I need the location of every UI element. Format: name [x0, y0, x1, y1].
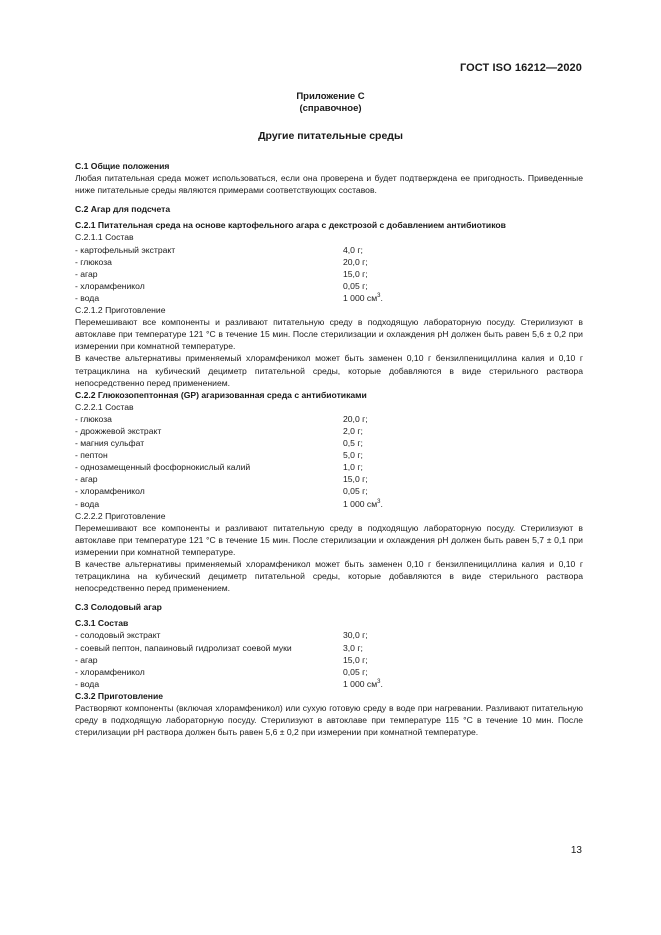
ingredient-row	[75, 629, 583, 641]
standard-code: ГОСТ ISO 16212—2020	[459, 62, 582, 74]
ingredient-amount-value: 5,0 г;	[343, 450, 363, 461]
ingredient-name: - агар	[75, 654, 98, 665]
ingredient-row	[75, 256, 583, 268]
ingredient-name: - солодовый экстракт	[75, 630, 161, 641]
ingredient-amount	[343, 268, 583, 280]
section-c31-heading: С.3.1 Состав	[75, 618, 129, 629]
ingredient-name: - магния сульфат	[75, 438, 145, 449]
ingredient-row	[75, 678, 583, 690]
ingredient-amount-value: 1,0 г;	[343, 462, 363, 473]
ingredient-row	[75, 437, 583, 449]
ingredient-amount-value: 15,0 г;	[343, 654, 368, 665]
c22-prep-paragraph-1: Перемешивают все компоненты и разливают питательную среду в подходящую лабораторную посуду. Стерилизуют в автоклаве при температуре 121 °С в течение 15 мин. После стерилизации и охлаждения pH должен быть равен 5,7 ± 0,1 при измерении при комнатной температуре.	[75, 522, 583, 557]
c21-prep-paragraph-1: Перемешивают все компоненты и разливают питательную среду в подходящую лабораторную посуду. Стерилизуют в автоклаве при температуре 121 °С в течение 15 мин. После стерилизации и охлаждения pH должен быть равен 5,6 ± 0,2 при измерении при комнатной температуре.	[75, 317, 583, 352]
ingredient-name: - хлорамфеникол	[75, 666, 145, 677]
ingredient-amount-value: 20,0 г;	[343, 413, 368, 424]
ingredient-name: - однозамещенный фосфорнокислый калий	[75, 462, 251, 473]
ingredient-amount	[343, 292, 583, 304]
ingredient-row	[75, 654, 583, 666]
list-end-punctuation: .	[380, 498, 383, 509]
ingredient-row	[75, 425, 583, 437]
c22-ingredients-list	[75, 413, 583, 510]
ingredient-amount-value: 30,0 г;	[343, 630, 368, 641]
ingredient-name: - глюкоза	[75, 256, 112, 267]
ingredient-name: - агар	[75, 268, 98, 279]
section-c3-heading: С.3 Солодовый агар	[75, 602, 162, 613]
ingredient-amount-value: 2,0 г;	[343, 425, 363, 436]
ingredient-row	[75, 449, 583, 461]
ingredient-row	[75, 461, 583, 473]
ingredient-amount	[343, 425, 583, 437]
ingredient-name: - агар	[75, 474, 98, 485]
ingredient-amount	[343, 244, 583, 256]
ingredient-name: - соевый пептон, папаиновый гидролизат соевой муки	[75, 642, 292, 653]
ingredient-amount	[343, 666, 583, 678]
section-c1-heading: С.1 Общие положения	[75, 161, 170, 171]
c21-prep-paragraph-2: В качестве альтернативы применяемый хлорамфеникол может быть заменен 0,10 г бензилпенициллина калия и 0,10 г тетрациклина на кубический дециметр питательной среды, которые добавляются в виде стерильного раствора непосредственно перед применением.	[75, 353, 583, 388]
ingredient-amount-value: 1 000 см	[343, 292, 378, 303]
section-c21-heading: С.2.1 Питательная среда на основе картофельного агара с декстрозой с добавлением антибиотиков	[75, 220, 506, 231]
unit-superscript: 3	[377, 498, 381, 505]
unit-superscript: 3	[377, 293, 381, 300]
ingredient-amount	[343, 449, 583, 461]
ingredient-amount-value: 0,5 г;	[343, 438, 363, 449]
ingredient-amount-value: 0,05 г;	[343, 666, 368, 677]
ingredient-row	[75, 292, 583, 304]
ingredient-amount	[343, 256, 583, 268]
section-c222-label: С.2.2.2 Приготовление	[75, 510, 166, 521]
ingredient-amount	[343, 485, 583, 497]
ingredient-name: - хлорамфеникол	[75, 486, 145, 497]
ingredient-row	[75, 413, 583, 425]
ingredient-amount	[343, 642, 583, 654]
ingredient-name: - пептон	[75, 450, 108, 461]
ingredient-row	[75, 268, 583, 280]
ingredient-amount	[343, 461, 583, 473]
ingredient-name: - глюкоза	[75, 413, 112, 424]
document-body	[75, 160, 583, 738]
ingredient-name: - дрожжевой экстракт	[75, 425, 162, 436]
ingredient-name: - вода	[75, 678, 100, 689]
ingredient-amount-value: 15,0 г;	[343, 268, 368, 279]
ingredient-amount	[343, 654, 583, 666]
ingredient-row	[75, 666, 583, 678]
ingredient-row	[75, 498, 583, 510]
c21-ingredients-list	[75, 244, 583, 304]
unit-superscript: 3	[377, 678, 381, 685]
ingredient-amount-value: 15,0 г;	[343, 474, 368, 485]
list-end-punctuation: .	[380, 292, 383, 303]
ingredient-amount-value: 0,05 г;	[343, 486, 368, 497]
list-end-punctuation: .	[380, 678, 383, 689]
ingredient-amount	[343, 437, 583, 449]
section-c32-heading: С.3.2 Приготовление	[75, 690, 164, 701]
section-c1-text-content: Любая питательная среда может использоваться, если она проверена и будет подтверждена ее пригодность. Приведенные ниже питательные среды являются примерами соответствующих составов.	[75, 173, 583, 196]
section-c221-label: С.2.2.1 Состав	[75, 401, 134, 412]
section-c22-heading: С.2.2 Глюкозопептонная (GP) агаризованная среда с антибиотиками	[75, 389, 367, 400]
ingredient-name: - вода	[75, 292, 100, 303]
ingredient-amount-value: 1 000 см	[343, 498, 378, 509]
ingredient-row	[75, 642, 583, 654]
section-c2-heading: С.2 Агар для подсчета	[75, 204, 171, 215]
ingredient-amount-value: 0,05 г;	[343, 280, 368, 291]
section-c212-label: С.2.1.2 Приготовление	[75, 305, 166, 316]
ingredient-amount	[343, 413, 583, 425]
annex-heading: Другие питательные среды	[258, 130, 403, 142]
c3-ingredients-list	[75, 629, 583, 689]
section-c1-text	[75, 172, 583, 196]
ingredient-name: - картофельный экстракт	[75, 244, 176, 255]
ingredient-row	[75, 280, 583, 292]
ingredient-name: - вода	[75, 498, 100, 509]
ingredient-amount	[343, 629, 583, 641]
ingredient-row	[75, 473, 583, 485]
annex-subtitle: (справочное)	[299, 103, 362, 114]
ingredient-amount-value: 3,0 г;	[343, 642, 363, 653]
ingredient-amount-value: 20,0 г;	[343, 256, 368, 267]
ingredient-amount-value: 1 000 см	[343, 678, 378, 689]
ingredient-amount	[343, 498, 583, 510]
ingredient-amount	[343, 473, 583, 485]
ingredient-amount	[343, 678, 583, 690]
annex-title: Приложение С	[296, 91, 365, 102]
c22-prep-paragraph-2: В качестве альтернативы применяемый хлорамфеникол может быть заменен 0,10 г бензилпенициллина калия и 0,10 г тетрациклина на кубический дециметр питательной среды, которые добавляются в виде стерильного раствора непосредственно перед применением.	[75, 559, 583, 594]
ingredient-row	[75, 244, 583, 256]
section-c211-label: С.2.1.1 Состав	[75, 232, 134, 243]
ingredient-row	[75, 485, 583, 497]
page-number: 13	[570, 845, 582, 856]
ingredient-amount-value: 4,0 г;	[343, 244, 363, 255]
ingredient-amount	[343, 280, 583, 292]
ingredient-name: - хлорамфеникол	[75, 280, 145, 291]
c3-prep-paragraph: Растворяют компоненты (включая хлорамфеникол) или сухую готовую среду в воде при нагревании. Разливают питательную среду в подходящую лабораторную посуду. Стерилизуют в автоклаве при температуре 115 °С в течение 10 мин. После стерилизации pH раствора должен быть равен 5,6 ± 0,2 при измерении при комнатной температуре.	[75, 703, 583, 738]
